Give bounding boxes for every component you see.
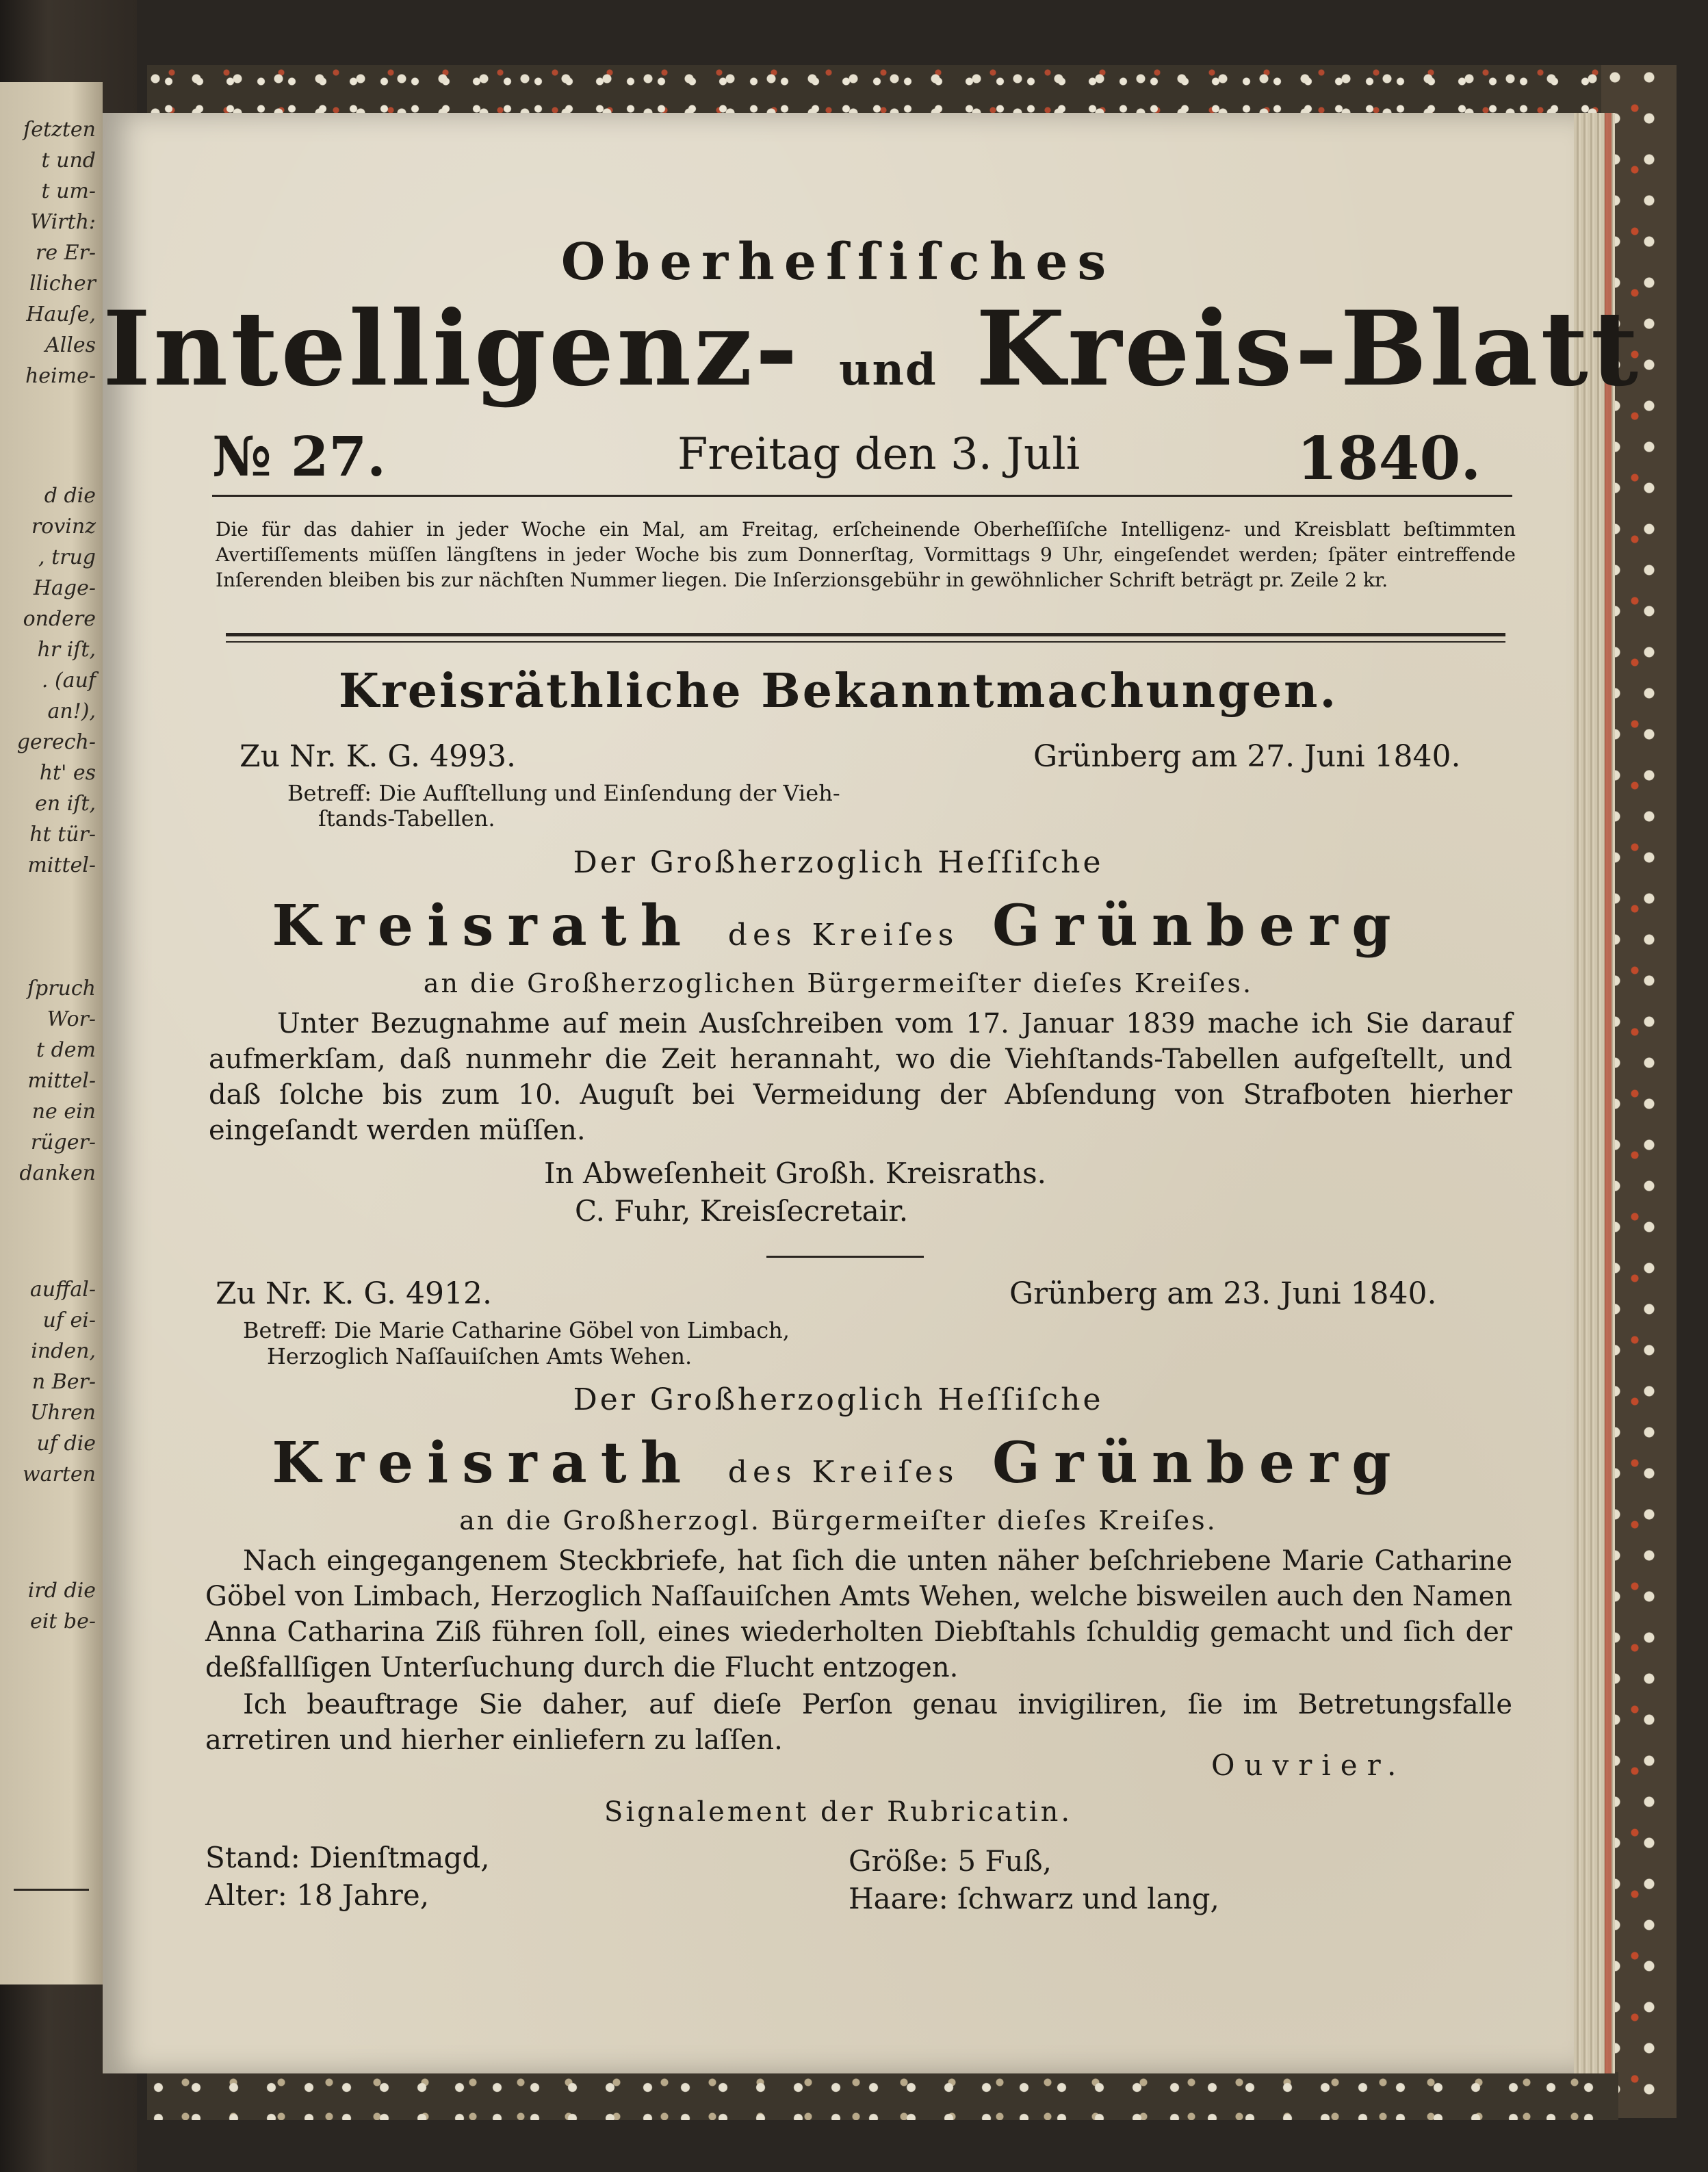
facing-page-fragment: Alles [44,333,96,357]
notice1-reference: Zu Nr. K. G. 4993. [240,739,516,774]
facing-page-fragment: Uhren [29,1401,96,1425]
notice2-des-kreises: des Kreiſes [727,1455,959,1490]
facing-page-fragment: heime- [25,364,96,388]
facing-page-fragment: inden, [31,1339,96,1363]
facing-page-rule [14,1889,89,1891]
facing-page-fragment: . (auf [41,669,96,693]
notice1-authority-title [103,893,1574,959]
facing-page-fragment: , trug [38,545,96,569]
notice1-subject-line-1: Betreff: Die Aufſtellung und Einſendung der Vieh- [287,780,840,806]
facing-page-fragment: d die [44,484,96,508]
notice2-addressee: an die Großherzogl. Bürgermeiſter dieſes Kreiſes. [459,1505,1217,1536]
notice1-signature-line-1: In Abweſenheit Großh. Kreisraths. [544,1156,1046,1190]
facing-page-fragment: warten [22,1462,96,1486]
notice1-authority-heading: Der Großherzoglich Heſſiſche [573,845,1104,880]
signalement-haare: Haare: ſchwarz und lang, [849,1882,1219,1915]
notice2-subject-line-2: Herzoglich Naſſauiſchen Amts Wehen. [267,1343,693,1369]
facing-page-fragment: ne ein [31,1100,96,1124]
notice1-date: Grünberg am 27. Juni 1840. [1033,739,1461,774]
facing-page-fragment: en iſt, [35,792,96,816]
notice1-gruenberg: Grünberg [992,893,1405,959]
facing-page-fragment: uf ei- [42,1308,96,1332]
masthead-kreisblatt: Kreis-Blatt [976,289,1642,409]
facing-page-fragment: t um- [41,179,96,203]
facing-page-fragment: ſetzten [23,118,96,142]
facing-page-fragment: llicher [29,272,96,296]
notice2-body-paragraph-2: Ich beauftrage Sie daher, auf dieſe Perſon genau invigiliren, ſie im Betretungsfalle arretiren und hierher einliefern zu laſſen. [205,1689,1512,1756]
masthead-line-2 [103,289,1642,409]
facing-page-fragment: mittel- [27,1069,96,1093]
facing-page-fragment: gerech- [16,730,96,754]
notice2-body-paragraph-1: Nach eingegangenem Steckbriefe, hat ſich die unten näher beſchriebene Marie Catharine Göbel von Limbach, Herzoglich Naſſauiſchen Amts Wehen, welche bisweilen auch den Namen Anna Catharina Ziß führen ſoll, eines wiederholten Diebſtahls ſchuldig gemacht und ſich der deßfallſigen Unterſuchung durch die Flucht entzogen. [205,1545,1512,1683]
facing-page-fragment: Hauſe, [26,302,96,326]
signalement-title: Signalement der Rubricatin. [604,1796,1073,1828]
section-rule-thin [226,641,1505,643]
notice1-addressee: an die Großherzoglichen Bürgermeiſter dieſes Kreiſes. [423,968,1254,998]
section-rule-thick [226,633,1505,636]
notice1-signature-line-2: C. Fuhr, Kreisſecretair. [575,1194,909,1228]
facing-page-fragment: rüger- [30,1130,96,1154]
facing-page-fragment: mittel- [27,853,96,877]
facing-page-fragment: hr iſt, [37,638,96,662]
facing-page-fragment: n Ber- [31,1370,96,1394]
facing-page-fragment: t dem [36,1038,96,1062]
facing-page-fragment: an!), [47,699,96,723]
notice1-kreisrath: Kreisrath [272,893,695,959]
notice2-authority-title [103,1430,1574,1496]
publication-notice: Die für das dahier in jeder Woche ein Mal, am Freitag, erſcheinende Oberheſſiſche Intelligenz- und Kreisblatt beſtimmten Avertiſſements müſſen längſtens in jeder Woche bis zum Donnerſtag, Vormittags 9 Uhr, eingeſendet werden; ſpäter eintreffende Inſerenden bleiben bis zur nächſten Nummer liegen. Die Inſerzionsgebühr in gewöhnlicher Schrift beträgt pr. Zeile 2 kr. [216,518,1516,591]
notice-separator [766,1256,924,1258]
issue-date: Freitag den 3. Juli [677,429,1081,480]
facing-page-fragment: Hage- [33,576,96,600]
facing-page-fragment: ird die [27,1579,96,1603]
issue-year: 1840. [1297,424,1481,493]
facing-page-fragment: re Er- [35,241,96,265]
marbled-edge-bottom [147,2072,1618,2120]
notice1-des-kreises: des Kreiſes [727,918,959,953]
facing-page-fragment: Wor- [47,1007,96,1031]
issue-number: № 27. [212,424,386,489]
signalement-stand: Stand: Dienſtmagd, [205,1841,490,1874]
facing-page-edge [0,82,103,1984]
facing-page-fragment: ſpruch [27,977,96,1000]
section-title: Kreisräthliche Bekanntmachungen. [338,664,1338,719]
newspaper-page [103,113,1642,2073]
masthead-intelligenz: Intelligenz- [103,289,801,409]
masthead-rule [212,495,1512,497]
facing-page-fragment: ondere [23,607,96,631]
facing-page-fragment: eit be- [29,1609,96,1633]
notice2-subject-line-1: Betreff: Die Marie Catharine Göbel von Limbach, [243,1317,790,1343]
notice2-kreisrath: Kreisrath [272,1430,695,1496]
masthead-und: und [838,344,937,396]
facing-page-fragment: ht' es [39,761,96,785]
notice2-signature: Ouvrier. [1211,1748,1406,1782]
notice2-reference: Zu Nr. K. G. 4912. [216,1276,492,1311]
facing-page-fragment: auffal- [29,1278,96,1302]
facing-page-fragment: Wirth: [30,210,96,234]
masthead-line-1: Oberheſſiſches [560,233,1116,292]
facing-page-fragment: rovinz [31,515,96,539]
notice2-authority-heading: Der Großherzoglich Heſſiſche [573,1382,1104,1417]
notice1-subject-line-2: ſtands-Tabellen. [318,805,495,831]
notice2-date: Grünberg am 23. Juni 1840. [1009,1276,1437,1311]
facing-page-fragment: danken [19,1161,96,1185]
signalement-alter: Alter: 18 Jahre, [205,1878,430,1912]
facing-page-fragment: t und [41,148,96,172]
notice1-body: Unter Bezugnahme auf mein Ausſchreiben vom 17. Januar 1839 mache ich Sie darauf aufmerkſam, daß nunmehr die Zeit herannaht, wo die Viehſtands-Tabellen aufgeſtellt, und daß ſolche bis zum 10. Auguſt bei Vermeidung der Abſendung von Strafboten hierher eingeſandt werden müſſen. [209,1008,1512,1146]
facing-page-fragment: uf die [36,1432,96,1456]
signalement-groesse: Größe: 5 Fuß, [849,1844,1052,1878]
notice2-gruenberg: Grünberg [992,1430,1405,1496]
marbled-edge-top [147,65,1618,113]
facing-page-fragment: ht tür- [29,823,96,846]
